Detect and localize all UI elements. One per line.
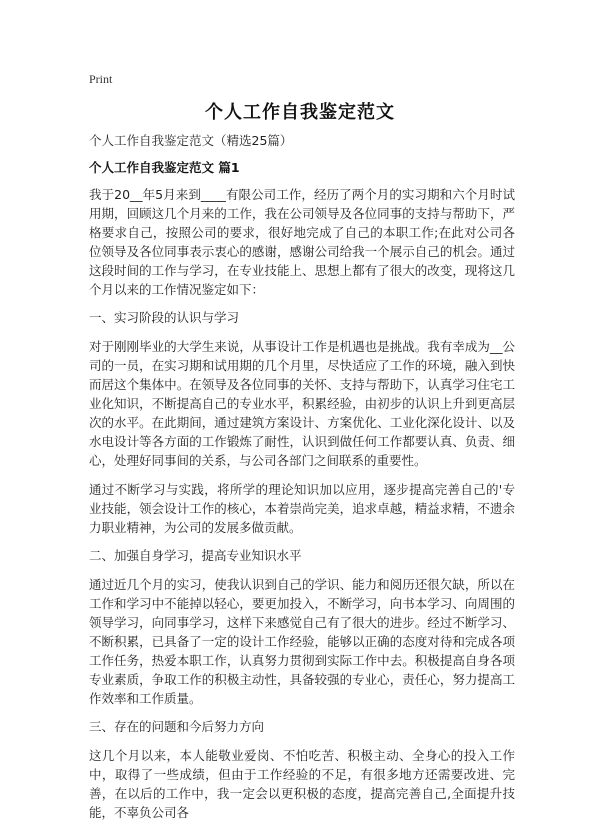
document-subtitle: 个人工作自我鉴定范文（精选25篇） (89, 133, 293, 148)
paragraph-1a: 对于刚刚毕业的大学生来说，从事设计工作是机遇也是挑战。我有幸成为__公司的一员，在实习期和试用期的几个月里，尽快适应了工作的环境，融入到快而居这个集体中。在领导及各位同事的关怀、支持与帮助下，认真学习住宅工业化知识，不断提高自己的专业水平，积累经验，由初步的认识上升到更高层次的水平。在此期间，通过建筑方案设计、方案优化、工业化深化设计、以及水电设计等各方面的工作锻炼了耐性，认识到做任何工作都要认真、负责、细心，处理好同事间的关系，与公司各部门之间联系的重要性。 (89, 339, 515, 468)
section-heading-1: 一、实习阶段的认识与学习 (89, 310, 240, 325)
print-label[interactable]: Print (89, 72, 113, 86)
paragraph-1b: 通过不断学习与实践，将所学的理论知识加以应用，逐步提高完善自己的'专业技能，领会设计工作的核心，本着崇尚完美，追求卓越，精益求精，不遗余力职业精神，为公司的发展多做贡献。 (89, 482, 515, 535)
section-heading-2: 二、加强自身学习，提高专业知识水平 (89, 548, 302, 563)
section-heading-3: 三、存在的问题和今后努力方向 (89, 719, 265, 734)
paragraph-3: 这几个月以来，本人能敬业爱岗、不怕吃苦、积极主动、全身心的投入工作中，取得了一些成绩，但由于工作经验的不足，有很多地方还需要改进、完善，在以后的工作中，我一定会以更积极的态度，提高完善自己,全面提升技能，不辜负公司各 (89, 748, 515, 820)
document-body (89, 132, 515, 832)
paragraph-2: 通过近几个月的实习，使我认识到自己的学识、能力和阅历还很欠缺，所以在工作和学习中不能掉以轻心，要更加投入，不断学习，向书本学习、向周围的领导学习，向同事学习，这样下来感觉自己有了很大的进步。经过不断学习、不断积累，已具备了一定的设计工作经验，能够以正确的态度对待和完成各项工作任务，热爱本职工作，认真努力贯彻到实际工作中去。积极提高自身各项专业素质，争取工作的积极主动性，具备较强的专业心，责任心，努力提高工作效率和工作质量。 (89, 577, 515, 706)
document-title: 个人工作自我鉴定范文 (205, 102, 395, 123)
article-title: 个人工作自我鉴定范文 篇1 (89, 160, 240, 175)
paragraph-intro: 我于20__年5月来到____有限公司工作，经历了两个月的实习期和六个月时试用期，回顾这几个月来的工作，我在公司领导及各位同事的支持与帮助下，严格要求自己，按照公司的要求，很好地完成了自己的本职工作;在此对公司各位领导及各位同事表示衷心的感谢，感谢公司给我一个展示自己的机会。通过这段时间的工作与学习，在专业技能上、思想上都有了很大的改变，现将这几个月以来的工作情况鉴定如下： (89, 187, 515, 297)
